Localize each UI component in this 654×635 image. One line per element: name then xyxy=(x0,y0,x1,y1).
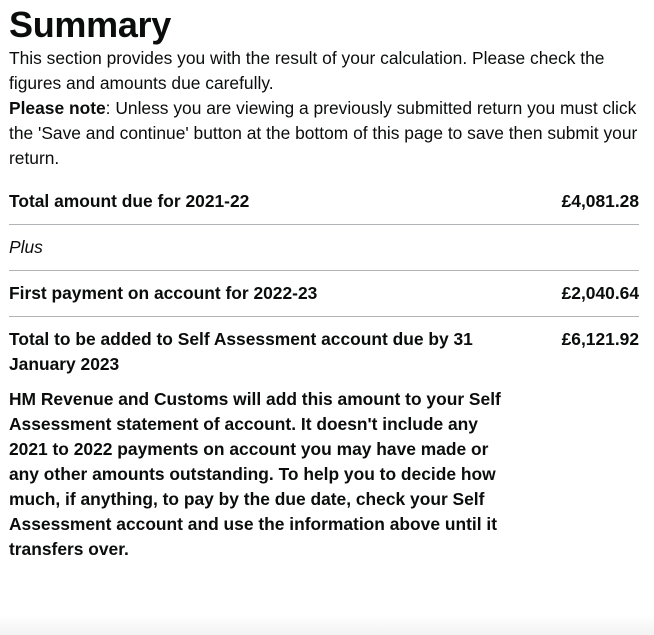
page-title: Summary xyxy=(9,4,171,45)
row-amount xyxy=(499,225,639,271)
row-label: Total amount due for 2021-22 xyxy=(9,189,499,225)
intro-text: This section provides you with the result of your calculation. Please check the figures and amounts due carefully. xyxy=(9,48,605,93)
explanation-text: HM Revenue and Customs will add this amount to your Self Assessment statement of account. It doesn't include any 2021 to 2022 payments on account you may have made or any other amounts outstanding. To help you to decide how much, if anything, to pay by the due date, check your Self Assessment account and use the information above until it transfers over. xyxy=(9,389,501,559)
summary-row-total-added xyxy=(9,317,639,388)
summary-row-plus xyxy=(9,225,639,271)
bottom-fade xyxy=(0,615,654,635)
summary-table xyxy=(9,189,639,387)
row-label: Plus xyxy=(9,225,499,271)
summary-page xyxy=(9,0,639,562)
please-note-body: : Unless you are viewing a previously submitted return you must click the 'Save and continue' button at the bottom of this page to save then submit your return. xyxy=(9,98,638,168)
summary-row-payment-on-account xyxy=(9,271,639,317)
please-note-text xyxy=(9,96,639,171)
row-amount: £6,121.92 xyxy=(561,329,639,349)
row-amount: £2,040.64 xyxy=(499,271,639,317)
row-label: Total to be added to Self Assessment account due by 31 January 2023 xyxy=(9,329,473,374)
summary-row-total-due xyxy=(9,189,639,225)
row-label: First payment on account for 2022-23 xyxy=(9,271,499,317)
please-note-label: Please note xyxy=(9,98,106,118)
row-amount: £4,081.28 xyxy=(499,189,639,225)
